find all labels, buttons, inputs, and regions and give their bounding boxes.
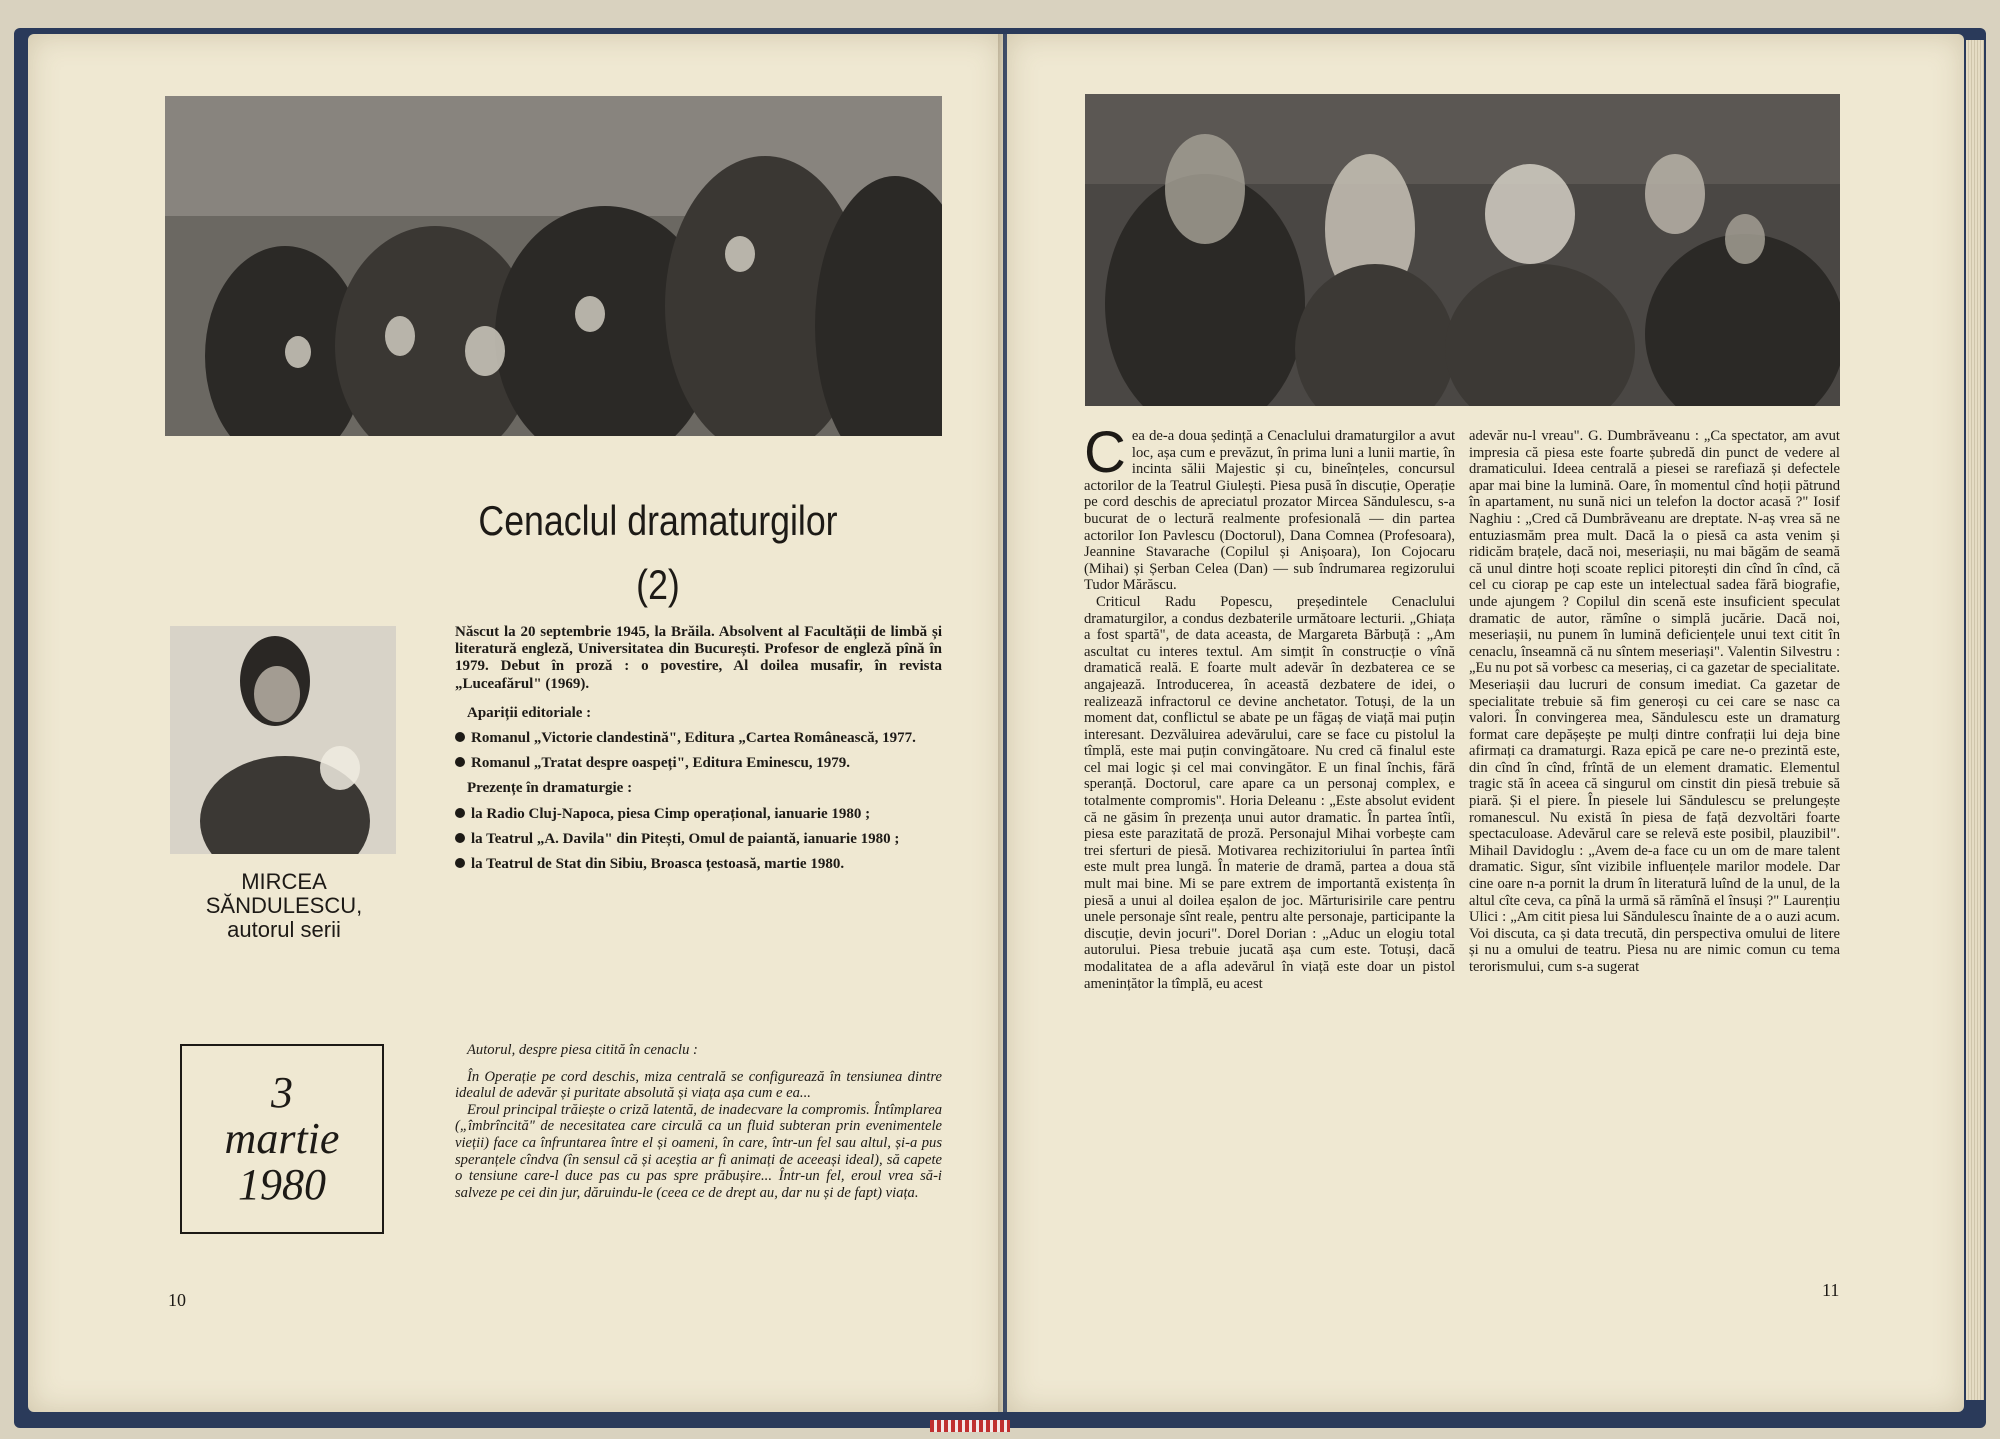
page-edges <box>1966 40 1984 1400</box>
statement-paragraph: Eroul principal trăiește o criză latentă, de inadecvare la compromis. Întîmplarea („îmbrîncită" de necesitatea care circulă ca un fluid subteran prin evenimentele vieții) face ca înfruntarea între el și oameni, în care, într-un fel sau altul, și-a pus speranțele cîndva (în sensul că și aceștia ar fi animați de aceeași ideal), să capete o tensiune care-l duce pas cu pas spre prăbușire... Într-un fel, eroul vrea să-i salveze pe cei din jur, dăruindu-le (ceea ce de drept au, dar nu și de fapt) viața. <box>455 1101 942 1201</box>
date-year: 1980 <box>238 1160 326 1209</box>
bookmark-ribbon <box>930 1420 1010 1432</box>
left-page <box>28 34 1003 1412</box>
prezenta-item: la Teatrul de Stat din Sibiu, Broasca țestoasă, martie 1980. <box>455 856 942 873</box>
author-bio <box>455 624 942 881</box>
right-page <box>1007 34 1964 1412</box>
author-name: MIRCEA SĂNDULESCU, <box>205 869 363 918</box>
date-box <box>180 1044 384 1234</box>
page-number-right: 11 <box>1822 1280 1840 1300</box>
author-portrait <box>170 626 396 854</box>
article-column-1 <box>1084 420 1455 992</box>
bullet-icon <box>455 757 465 767</box>
article-paragraph: Cea de-a doua ședință a Cenaclului dramaturgilor a avut loc, așa cum e prevăzut, în prima luni a lunii martie, în incinta sălii Majestic și cu, bineînțeles, concursul actorilor de la Teatrul Giulești. Piesa pusă în discuție, Operație pe cord deschis de apreciatul prozator Mircea Săndulescu, s-a bucurat de o lectură realmente profesională — din partea actorilor Ion Pavlescu (Doctorul), Dana Comnea (Profesoara), Jeannine Stavarache (Copilul și Anișoara), Ion Cojocaru (Mihai) și Șerban Celea (Dan) — sub îndrumarea regizorului Tudor Mărăscu. <box>1084 420 1455 594</box>
statement-heading: Autorul, despre piesa citită în cenaclu : <box>467 1042 698 1058</box>
aparitie-item: Romanul „Tratat despre oaspeți", Editura Eminescu, 1979. <box>455 755 942 772</box>
title-line-2: (2) <box>636 561 680 608</box>
bullet-icon <box>455 833 465 843</box>
prezenta-item: la Teatrul „A. Davila" din Pitești, Omul de paiantă, ianuarie 1980 ; <box>455 831 942 848</box>
article-paragraph: Criticul Radu Popescu, președintele Cenaclului dramaturgilor, a condus dezbaterile următoare lecturii. „Ghiața a fost spartă", de data aceasta, de Margareta Bărbuță : „Am ascultat cu interes textul. Am simțit în construcție o vînă dramatică reală. E foarte mult adevăr în dezbaterea ce se angajează. Introducerea, în această dezbatere de idei, o realizează infractorul ce devine anchetator. Totuși, de la un moment dat, conflictul se abate pe un făgaș de viață mai puțin interesant. Dezvăluirea adevărului, care se face cu pistolul la tîmplă, este mai puțin convingătoare. Nu cred că finalul este cel mai logic și cel mai convingător. E un final închis, fără speranță. Doctorul, care apare ca un personaj complex, e totalmente compromis". Horia Deleanu : „Este absolut evident că ne găsim în prezența unui autor dramatic. În partea întîi, piesa este parazitată de proză. Personajul Mihai vorbește cam trei sferturi de piesă. Motivarea rechizitoriului în partea întîi este mult prea lungă. În materie de dramă, partea a doua stă mult mai bine. Mi se pare extrem de importantă existența în piesă a unui al doilea eșalon de joc. Mărturisirile care pentru unele personaje sînt reale, pentru alte personaje, participante la discuție, devin jocuri". Dorel Dorian : „Aduc un elogiu total autorului. Piesa trebuie jucată așa cum este. Totuși, dacă modalitatea de a afla adevărul în viață este doar un pistol amenințător la tîmplă, eu acest <box>1084 593 1455 992</box>
bio-intro: Născut la 20 septembrie 1945, la Brăila. Absolvent al Facultății de limbă și literatură engleză, Universitatea din București. Profesor de engleză pînă în 1979. Debut în proză : o povestire, Al doilea musafir, în revista „Luceafărul" (1969). <box>455 624 942 692</box>
drop-cap: C <box>1084 420 1126 485</box>
date-day: 3 <box>271 1068 293 1117</box>
aparitii-heading: Apariții editoriale : <box>467 704 592 721</box>
bullet-icon <box>455 808 465 818</box>
prezente-heading: Prezențe în dramaturgie : <box>467 780 633 797</box>
audience-photo-left <box>165 96 942 436</box>
bullet-icon <box>455 858 465 868</box>
date-month: martie <box>224 1114 340 1163</box>
page-number-left: 10 <box>168 1290 186 1310</box>
title-line-1: Cenaclul dramaturgilor <box>478 497 838 544</box>
audience-photo-right <box>1085 94 1840 406</box>
article-paragraph: adevăr nu-l vreau". G. Dumbrăveanu : „Ca spectator, am avut impresia că piesa este foarte șubredă din punct de vedere al dramaticului. Ideea centrală a piesei se rarefiază și defectele apar mai bine la lumină. Oare, în momentul cînd hoții pătrund în apartament, nu sună nici un telefon la doctor acasă ?" Iosif Naghiu : „Cred că Dumbrăveanu are dreptate. N-aș vrea să ne entuziasmăm prea mult. Dacă la o piesă ca asta venim și ridicăm brațele, dacă noi, meseriașii, nu mai băgăm de seamă că unul dintre hoți scoate replici pitorești din cînd în cînd, că cel cu ciorap pe cap este un intelectual sadea fără biografie, unde ajungem ? Copilul din scenă este insuficient speculat dramatic de autor, rămîne o simplă jucărie. Dacă noi, meseriașii, nu punem în lumină deficiențele unui text citit în cenaclu, înseamnă că nu sîntem meseriași". Valentin Silvestru : „Eu nu pot să vorbesc ca meseriaș, ci ca gazetar de specialitate. Meseriașii dau lucruri de consum imediat. Ca gazetar de specialitate trebuie să fim generoși cu cei care se nasc ca valori. În convingerea mea, Săndulescu este un dramaturg format care depășește pe mulți dintre confrații lui deja bine afirmați ca dramaturgi. Raza epică pe care ne-o prezintă este, din cînd în cînd, frîntă de un element dramatic. Elementul tragic stă în aceea că singurul om cinstit din piesă trebuie să piară. Și el piere. În piesele lui Săndulescu se prelungește romanescul. Nu există în piesa de față dezvoltări foarte spectaculoase. Adevărul care se relevă este posibil, plauzibil". Mihail Davidoglu : „Avem de-a face cu un om de mare talent dramatic. Sigur, sînt vizibile influențele marilor modele. Dar cine oare n-a pornit la drum în literatură luînd de la unul, de la altul cîte ceva, ca pînă la urmă să rămînă el însuși ?" Laurențiu Ulici : „Am citit piesa lui Săndulescu înainte de a o auzi acum. Voi discuta, ca și data trecută, din perspectiva omului de litere și nu a omului de teatru. Piesa nu are nimic comun cu tema terorismului, cum s-a sugerat <box>1469 428 1840 975</box>
article-title <box>454 496 862 610</box>
statement-paragraph: În Operație pe cord deschis, miza centrală se configurează în tensiunea dintre idealul de adevăr și puritate absolută și viața așa cum e ea... <box>455 1068 942 1102</box>
author-role: autorul serii <box>227 917 341 942</box>
aparitie-item: Romanul „Victorie clandestină", Editura „Cartea Românească, 1977. <box>455 730 942 747</box>
bullet-icon <box>455 732 465 742</box>
article-column-2 <box>1469 428 1840 976</box>
author-caption <box>168 870 400 942</box>
prezenta-item: la Radio Cluj-Napoca, piesa Cimp operațional, ianuarie 1980 ; <box>455 806 942 823</box>
author-statement <box>455 1042 942 1201</box>
